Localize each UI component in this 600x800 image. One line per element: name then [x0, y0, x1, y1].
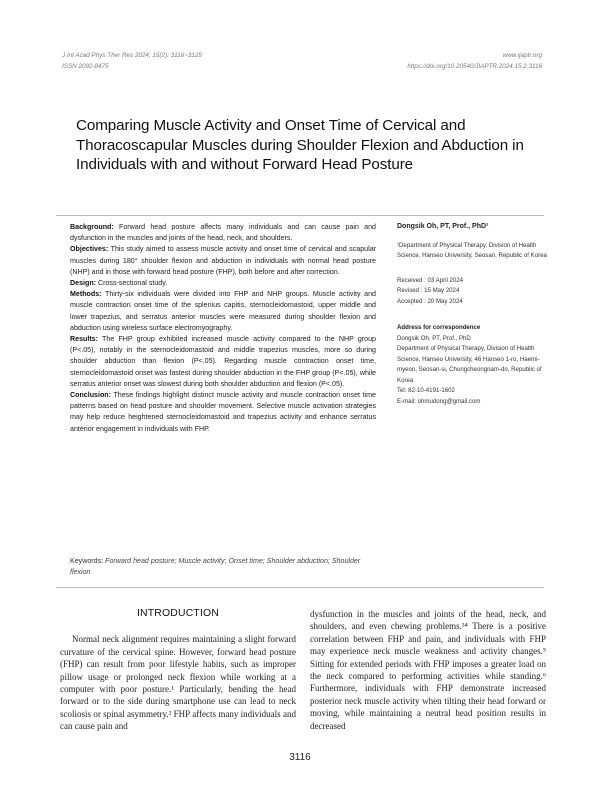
correspondence [397, 323, 549, 407]
abstract-results [70, 334, 376, 390]
abstract-bottom-divider [56, 587, 544, 588]
abstract-methods [70, 289, 376, 334]
abstract-conclusion [70, 390, 376, 435]
conclusion-text: These findings highlight distinct muscle activity and muscle contraction onset time patterns based on head posture and shoulder movement. Selective muscle activation strategies may help reduce heightened sternocleidomastoid and trapezius activity and enhance serratus anterior engagement in individuals with FHP. [70, 391, 376, 433]
objectives-text: This study aimed to assess muscle activity and onset time of cervical and scapular muscles during 180° shoulder flexion and abduction in individuals with normal head posture (NHP) and in those with forward head posture (FHP), both before and after correction. [70, 245, 376, 276]
accepted-date: Accepted : 20 May 2024 [397, 297, 463, 305]
correspondence-name: Dongsik Oh, PT, Prof., PhD [397, 334, 471, 342]
correspondence-email[interactable]: E-mail: ohmudong@gmail.com [397, 397, 481, 405]
correspondence-tel: Tel: 82-10-4191-1602 [397, 387, 455, 394]
background-label: Background: [70, 223, 114, 231]
results-text: The FHP group exhibited increased muscle activity compared to the NHP group (P<.05), notably in the sternocleidomastoid and middle trapezius muscles, more so during shoulder abduction than flexion (P<.05). Regarding muscle contraction onset time, sternocleidomastoid onset was fastest during shoulder abduction in the FHP group (P<.05), while serratus anterior onset was slowest during both shoulder abduction and flexion (P<.05). [70, 335, 376, 388]
abstract [70, 222, 376, 435]
received-date: Received : 03 April 2024 [397, 276, 464, 284]
article-dates [397, 276, 549, 308]
journal-header-right [407, 50, 542, 72]
objectives-label: Objectives: [70, 245, 109, 254]
correspondence-address: Department of Physical Therapy, Division of Health Science, Hanseo University, 46 Hanseo 1-ro, Haemi-myeon, Seosan-si, Chungcheongnam-do, Republic of Korea [397, 345, 542, 384]
keywords-text: Forward head posture; Muscle activity; Onset time; Shoulder abduction; Shoulder flexion [70, 557, 361, 576]
abstract-top-divider [56, 215, 544, 216]
journal-issn: ISSN 2092-8475 [62, 63, 109, 70]
body-column-right [310, 608, 546, 732]
abstract-background [70, 222, 376, 244]
author-sidebar [397, 222, 549, 407]
article-title: Comparing Muscle Activity and Onset Time of Cervical and Thoracoscapular Muscles during Shoulder Flexion and Abduction in Individuals with and without Forward Head Posture [76, 117, 524, 173]
methods-text: Thirty-six individuals were divided into FHP and NHP groups. Muscle activity and muscle contraction onset time of the splenius capitis, sternocleidomastoid, upper middle and lower trapezius, and serratus anterior muscles were measured during shoulder flexion and abduction using wireless surface electromyography. [70, 290, 376, 332]
intro-paragraph-right: dysfunction in the muscles and joints of the head, neck, and shoulders, and even chewing problems.³⁴ There is a positive correlation between FHP and pain, and individuals with FHP may experience neck muscle weakness and activity changes.⁵ Sitting for extended periods with FHP imposes a greater load on the neck compared to performing activities while standing.⁶ Furthermore, individuals with FHP demonstrate increased posterior neck muscle activity when tilting their head forward or moving, while maintaining a neutral head position results in decreased [310, 609, 546, 731]
body-column-left [60, 608, 296, 733]
methods-label: Methods: [70, 290, 102, 299]
author-affiliation: ¹Department of Physical Therapy, Division of Health Science, Hanseo University, Seosan, Republic of Korea [397, 241, 547, 259]
keywords [70, 556, 376, 578]
intro-paragraph-left: Normal neck alignment requires maintaining a slight forward curvature of the cervical spine. However, forward head posture (FHP) can result from poor lifestyle habits, such as improper pillow usage or prolonged neck flexion while working at a computer with poor posture.¹ Particularly, bending the head forward or to the side during smartphone use can lead to neck scoliosis or spinal asymmetry.² FHP affects many individuals and can cause pain and [60, 634, 296, 732]
journal-citation: J Int Acad Phys Ther Res 2024; 15(2): 3116~3125 [62, 52, 202, 59]
journal-header-left [62, 50, 202, 72]
revised-date: Revised : 15 May 2024 [397, 287, 460, 294]
results-label: Results: [70, 335, 98, 344]
background-text: Forward head posture affects many individuals and can cause pain and dysfunction in the muscles and joints of the head, neck, and shoulders. [70, 223, 376, 243]
correspondence-title: Address for correspondence [397, 324, 481, 331]
page-number: 3116 [289, 752, 311, 763]
abstract-objectives [70, 244, 376, 278]
journal-website-link[interactable]: www.ijaptr.org [502, 52, 542, 59]
abstract-design [70, 278, 376, 289]
keywords-label: Keywords: [70, 557, 104, 565]
conclusion-label: Conclusion: [70, 391, 111, 400]
design-label: Design: [70, 279, 97, 288]
section-heading-introduction: INTRODUCTION [136, 608, 220, 619]
design-text: Cross-sectional study. [96, 279, 168, 288]
author-name: Dongsik Oh, PT, Prof., PhD¹ [397, 223, 489, 230]
journal-doi-link[interactable]: https://doi.org/10.20540/JIAPTR.2024.15.2.3116 [407, 63, 542, 70]
